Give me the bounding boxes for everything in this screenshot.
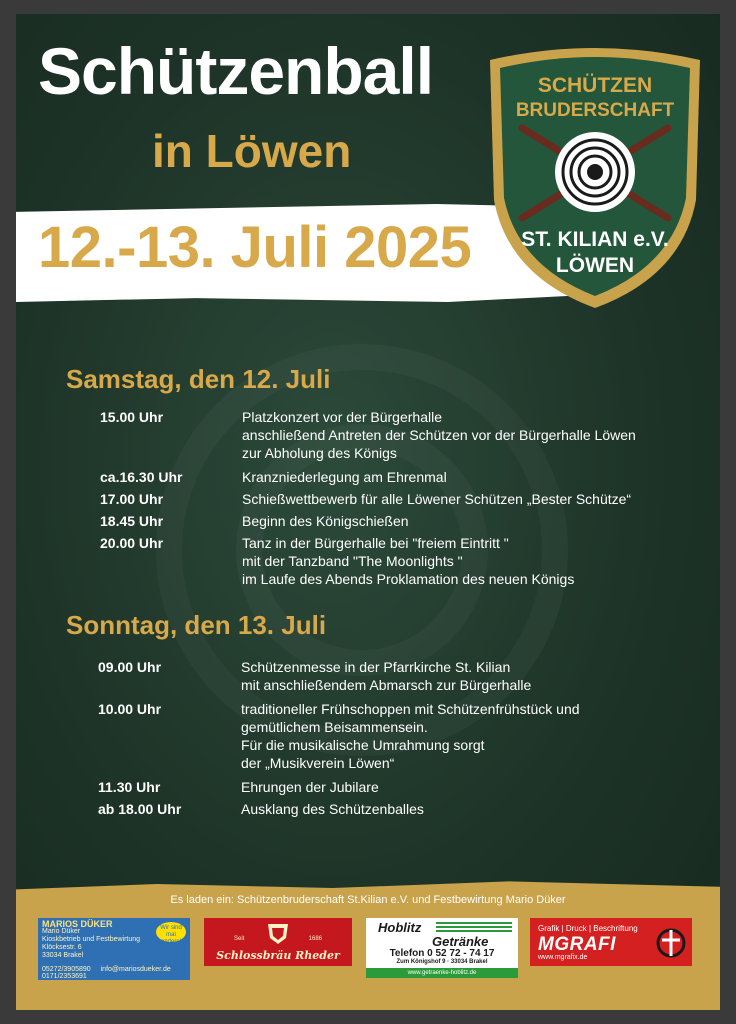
- event-date: 12.-13. Juli 2025: [38, 215, 472, 280]
- event-description: [241, 800, 711, 818]
- sponsor-line: Kioskbetrieb und Festbewirtung: [42, 936, 141, 943]
- mgrafix-web: www.mgrafix.de: [538, 954, 588, 961]
- sponsor-owner: Mario Düker: [42, 928, 81, 935]
- sponsor-logo-mgrafix: [530, 918, 692, 966]
- event-line: Beginn des Königschießen: [242, 513, 409, 529]
- event-line: Schützenmesse in der Pfarrkirche St. Kilian: [241, 659, 511, 675]
- event-description: [241, 700, 711, 772]
- event-line: Ehrungen der Jubilare: [241, 779, 379, 795]
- event-time: 18.45 Uhr: [100, 513, 164, 529]
- event-description: [242, 408, 712, 462]
- crest-icon: [263, 920, 293, 946]
- event-time: 11.30 Uhr: [98, 779, 161, 795]
- hoblitz-body: [366, 918, 518, 966]
- mgrafix-mark-icon: [656, 928, 686, 958]
- sponsor-logo-brau: [204, 918, 352, 966]
- event-line: der „Musikverein Löwen“: [241, 755, 395, 771]
- event-time: 17.00 Uhr: [100, 491, 164, 507]
- event-line: im Laufe des Abends Proklamation des neuen Königs: [242, 571, 575, 587]
- emblem-line1: SCHÜTZEN: [537, 74, 653, 97]
- event-line: mit der Tanzband "The Moonlights ": [242, 553, 463, 569]
- invitation-text: Es laden ein: Schützenbruderschaft St.Kilian e.V. und Festbewirtung Mario Düker: [170, 894, 566, 906]
- event-time: 20.00 Uhr: [100, 535, 164, 551]
- event-line: Für die musikalische Umrahmung sorgt: [241, 737, 485, 753]
- poster-title: Schützenball: [38, 34, 434, 108]
- brau-since: Seit: [234, 936, 245, 942]
- saturday-heading: Samstag, den 12. Juli: [66, 364, 331, 394]
- sponsor-logo-dueker: [38, 918, 190, 966]
- event-line: Schießwettbewerb für alle Löwener Schützen „Bester Schütze“: [242, 491, 632, 507]
- mgrafix-brand: MGRAFI: [538, 934, 616, 955]
- hoblitz-name: Hoblitz: [378, 920, 422, 935]
- brau-year: 1686: [308, 936, 322, 942]
- hoblitz-web: www.getraenke-hoblitz.de: [366, 968, 518, 978]
- emblem-line2: BRUDERSCHAFT: [515, 100, 675, 121]
- event-description: [242, 490, 712, 508]
- event-time: 15.00 Uhr: [100, 409, 164, 425]
- sponsor-contact: [38, 966, 190, 980]
- hoblitz-stripes: [436, 922, 512, 932]
- hoblitz-subname: Getränke: [432, 934, 489, 949]
- event-line: Platzkonzert vor der Bürgerhalle: [242, 409, 442, 425]
- sponsor-line: 33034 Brakel: [42, 952, 84, 959]
- event-time: 09.00 Uhr: [98, 659, 162, 675]
- event-time: ab 18.00 Uhr: [98, 801, 182, 817]
- sponsor-name: MARIOS DÜKER: [42, 919, 113, 929]
- event-description: [241, 778, 711, 796]
- sponsor-phone: 05272/3905890: [42, 966, 91, 973]
- sponsor-line: Klöcksestr. 6: [42, 944, 82, 951]
- event-description: [242, 468, 712, 486]
- sponsor-email: info@mariosdueker.de: [100, 966, 171, 973]
- event-line: Tanz in der Bürgerhalle bei "freiem Eintritt ": [242, 535, 509, 551]
- target-icon: [555, 132, 635, 212]
- event-line: gemütlichem Beisammensein.: [241, 719, 428, 735]
- poster: [16, 14, 720, 1010]
- event-line: Ausklang des Schützenballes: [241, 801, 424, 817]
- event-time: 10.00 Uhr: [98, 701, 162, 717]
- sponsor-mobile: 0171/2353691: [42, 973, 87, 980]
- event-description: [242, 534, 712, 588]
- event-line: Kranzniederlegung am Ehrenmal: [242, 469, 447, 485]
- event-description: [242, 512, 712, 530]
- emblem-line3: ST. KILIAN e.V.: [521, 228, 669, 251]
- event-time: ca.16.30 Uhr: [100, 469, 183, 485]
- club-emblem: [482, 40, 708, 312]
- event-line: mit anschließendem Abmarsch zur Bürgerhalle: [241, 677, 532, 693]
- event-line: zur Abholung des Königs: [242, 445, 397, 461]
- event-description: [241, 658, 711, 694]
- event-line: traditioneller Frühschoppen mit Schützenfrühstück und: [241, 701, 580, 717]
- hoblitz-address: Zum Königshof 9 · 33034 Brakel: [396, 959, 488, 965]
- sunday-heading: Sonntag, den 13. Juli: [66, 610, 327, 640]
- emblem-line4: LÖWEN: [555, 254, 635, 277]
- sponsor-badge: Wir sind mal anders!: [156, 922, 186, 942]
- event-line: anschließend Antreten der Schützen vor der Bürgerhalle Löwen: [242, 427, 636, 443]
- sponsor-name: Schlossbräu Rheder: [216, 949, 340, 962]
- hoblitz-phone: Telefon 0 52 72 - 74 17: [389, 948, 495, 959]
- poster-subtitle: in Löwen: [152, 125, 352, 177]
- sponsor-logo-hoblitz: [366, 918, 518, 978]
- mgrafix-tagline: Grafik | Druck | Beschriftung: [538, 924, 638, 933]
